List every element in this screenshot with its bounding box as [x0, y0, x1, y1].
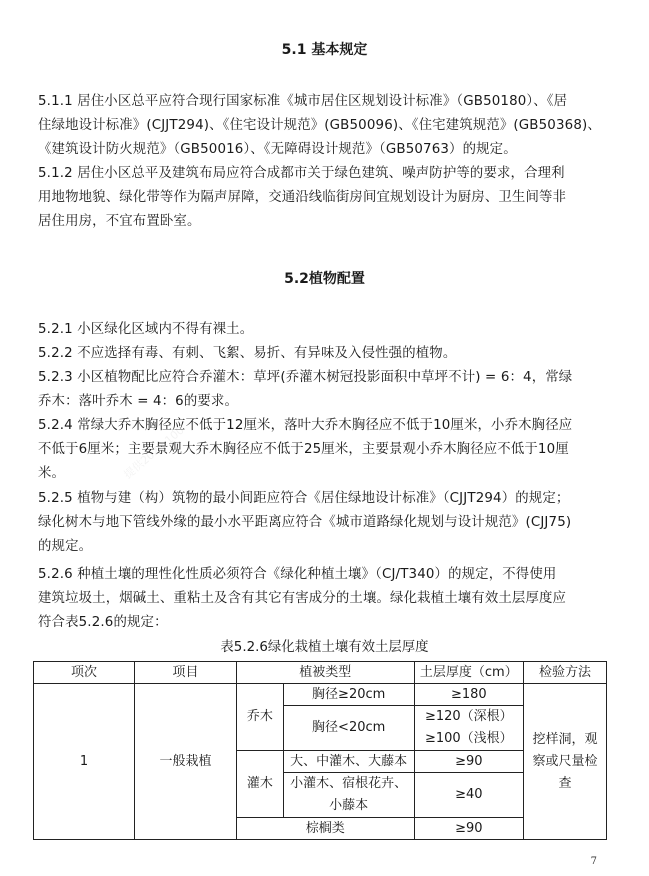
cell-item-no: 1: [34, 684, 135, 840]
text-line: 5.2.4 常绿大乔木胸径应不低于12厘米，落叶大乔木胸径应不低于10厘米，小乔木胸径应: [38, 418, 573, 433]
text-line: 居住用房，不宜布置卧室。: [38, 214, 201, 229]
value-deep-root: ≥120（深根）: [424, 709, 513, 724]
cell-palm-value: ≥90: [414, 818, 523, 840]
clause-5-2-6: [38, 563, 608, 635]
header-inspection: 检验方法: [524, 662, 607, 684]
page-number: 7: [590, 856, 597, 867]
cell-inspection-method: 挖样洞，观察或尺量检查: [524, 684, 607, 840]
text-line: 5.1.1 居住小区总平应符合现行国家标准《城市居住区规划设计标准》（GB50180）、《居: [38, 94, 568, 109]
header-project: 项目: [134, 662, 236, 684]
text-line: 《建筑设计防火规范》（GB50016）、《无障碍设计规范》（GB50763）的规定。: [38, 142, 517, 157]
clause-5-2-1: [38, 318, 608, 342]
text-line: 乔木：落叶乔木 = 4：6的要求。: [38, 394, 239, 409]
cell-dbh-ge20: 胸径≥20cm: [283, 684, 414, 706]
text-line: 5.2.3 小区植物配比应符合乔灌木：草坪(乔灌木树冠投影面积中草坪不计) = 6：4，常绿: [38, 370, 573, 385]
table-title: 表5.2.6绿化栽植土壤有效土层厚度: [220, 640, 429, 655]
clause-5-2-5: [38, 487, 608, 559]
text-line: 绿化树木与地下管线外缘的最小水平距离应符合《城市道路绿化规划与设计规范》(CJJ75): [38, 515, 572, 530]
text-line: 用地物地貌、绿化带等作为隔声屏障，交通沿线临街房间宜规划设计为厨房、卫生间等非: [38, 190, 567, 205]
clause-5-1-2: [38, 162, 608, 234]
value-shallow-root: ≥100（浅根）: [424, 731, 513, 746]
text-line: 建筑垃圾土，烟碱土、重粘土及含有其它有害成分的土壤。绿化栽植土壤有效土层厚度应: [38, 591, 567, 606]
text-line: 5.1.2 居住小区总平及建筑布局应符合成都市关于绿色建筑、噪声防护等的要求，合理利: [38, 166, 565, 181]
cell-palm: 棕榈类: [237, 818, 415, 840]
text-line: 米。: [38, 466, 66, 481]
header-vegetation-type: 植被类型: [237, 662, 415, 684]
text-line: 不低于6厘米；主要景观大乔木胸径应不低于25厘米，主要景观小乔木胸径应不低于10厘: [38, 442, 569, 457]
cell-project: 一般栽植: [134, 684, 236, 840]
cell-small-shrub: 小灌木、宿根花卉、小藤本: [283, 773, 414, 818]
header-item-no: 项次: [34, 662, 135, 684]
table-row: [34, 684, 607, 706]
text-line: 5.2.5 植物与建（构）筑物的最小间距应符合《居住绿地设计标准》（CJJT294）的规定；: [38, 491, 570, 506]
cell-small-shrub-value: ≥40: [414, 773, 523, 818]
clause-5-2-2: [38, 342, 608, 366]
watermark: 提供2020.100: [121, 423, 187, 482]
cell-large-shrub-value: ≥90: [414, 751, 523, 773]
clause-5-2-3: [38, 366, 608, 414]
cell-shrub-group: 灌木: [237, 751, 284, 818]
section-heading-5-1: 5.1 基本规定: [281, 42, 368, 58]
text-line: 住绿地设计标准》(CJJT294)、《住宅设计规范》(GB50096)、《住宅建筑规范》(GB50368)、: [38, 118, 601, 133]
cell-dbh-lt20: 胸径<20cm: [283, 706, 414, 751]
clause-5-1-1: [38, 90, 608, 162]
text-line: 5.2.2 不应选择有毒、有刺、飞絮、易折、有异味及入侵性强的植物。: [38, 346, 457, 361]
cell-tree-group: 乔木: [237, 684, 284, 751]
soil-thickness-table: [33, 661, 607, 840]
cell-dbh-lt20-value: [414, 706, 523, 751]
text-line: 符合表5.2.6的规定：: [38, 615, 168, 630]
text-line: 的规定。: [38, 539, 93, 554]
cell-large-shrub: 大、中灌木、大藤本: [283, 751, 414, 773]
header-thickness: 土层厚度（cm）: [414, 662, 523, 684]
table-header-row: [34, 662, 607, 684]
text-line: 5.2.1 小区绿化区域内不得有裸土。: [38, 322, 254, 337]
section-heading-5-2: 5.2植物配置: [284, 271, 365, 287]
text-line: 5.2.6 种植土壤的理性化性质必须符合《绿化种植土壤》（CJ/T340）的规定，不得使用: [38, 567, 557, 582]
cell-dbh-ge20-value: ≥180: [414, 684, 523, 706]
